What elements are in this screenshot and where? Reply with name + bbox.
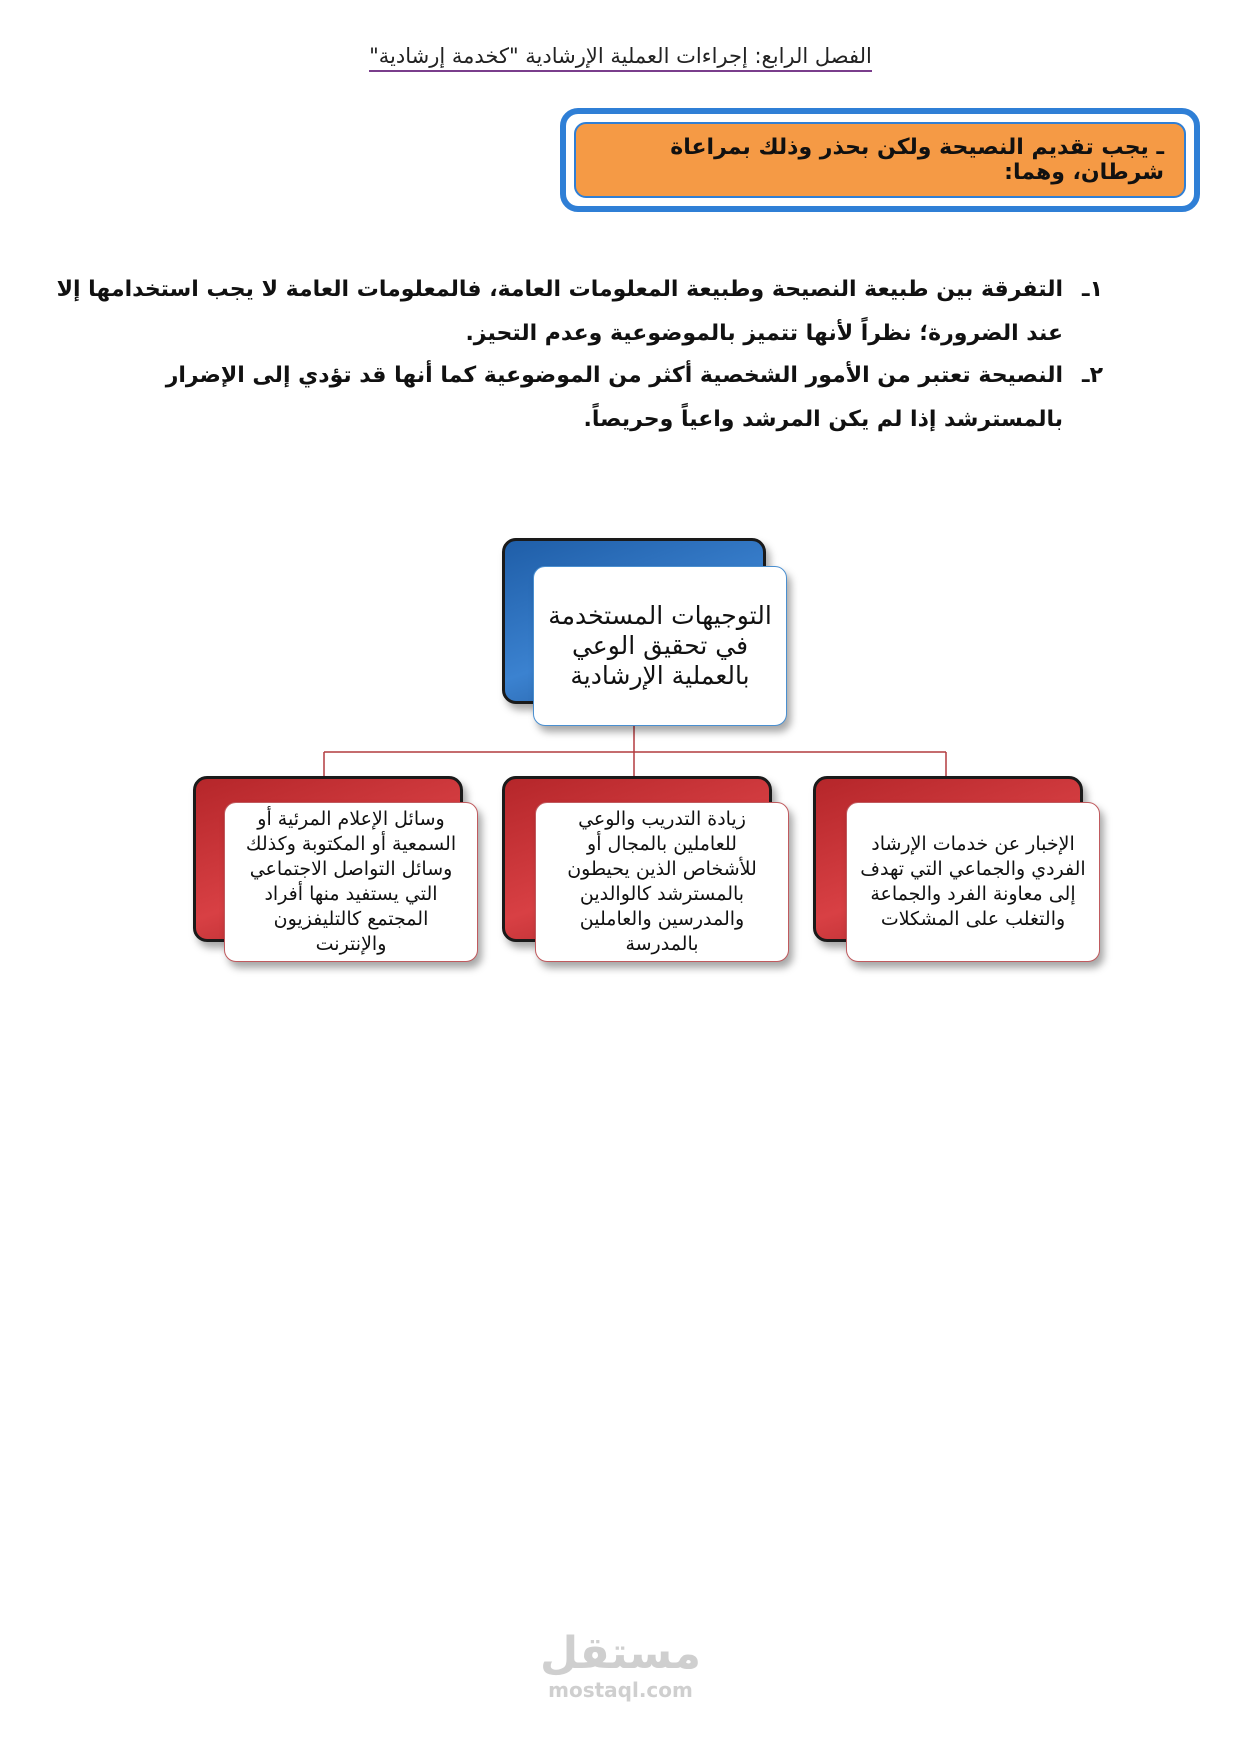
child-node-training: [535, 802, 789, 962]
child-node-label: وسائل الإعلام المرئية أو السمعية أو المكتوبة وكذلك وسائل التواصل الاجتماعي التي يستفيد منها أفراد المجتمع كالتليفزيون والإنترنت: [245, 808, 457, 955]
root-node-label: التوجيهات المستخدمة في تحقيق الوعي بالعملية الإرشادية: [548, 601, 772, 690]
child-node-label: زيادة التدريب والوعي للعاملين بالمجال أو للأشخاص الذين يحيطون بالمسترشد كالوالدين والمدرسين والعاملين بالمدرسة: [567, 808, 757, 955]
watermark-latin: mostaql.com: [548, 1678, 693, 1702]
watermark-arabic: مستقل: [540, 1628, 701, 1679]
watermark: [0, 1630, 1241, 1702]
list-item-number: ١ـ: [1082, 277, 1103, 302]
chapter-title: الفصل الرابع: إجراءات العملية الإرشادية "كخدمة إرشادية": [369, 44, 872, 72]
root-node: [533, 566, 787, 726]
list-item-number: ٢ـ: [1082, 363, 1103, 388]
child-node-media: [224, 802, 478, 962]
child-node-services: [846, 802, 1100, 962]
list-item-text: التفرقة بين طبيعة النصيحة وطبيعة المعلومات العامة، فالمعلومات العامة لا يجب استخدامها إلا عند الضرورة؛ نظراً لأنها تتميز بالموضوعية وعدم التحيز.: [56, 277, 1063, 346]
list-item-text: النصيحة تعتبر من الأمور الشخصية أكثر من الموضوعية كما أنها قد تؤدي إلى الإضرار بالمسترشد إذا لم يكن المرشد واعياً وحريصاً.: [165, 363, 1063, 432]
callout-text: ـ يجب تقديم النصيحة ولكن بحذر وذلك بمراعاة شرطان، وهما:: [574, 122, 1186, 198]
child-node-label: الإخبار عن خدمات الإرشاد الفردي والجماعي التي تهدف إلى معاونة الفرد والجماعة والتغلب على المشكلات: [860, 833, 1086, 930]
